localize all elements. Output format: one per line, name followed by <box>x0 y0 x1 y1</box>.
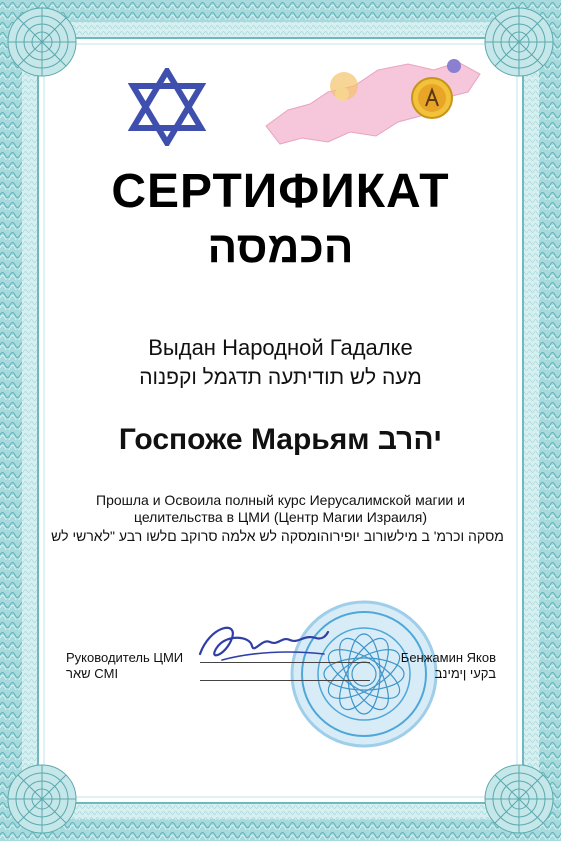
star-of-david-icon <box>128 68 206 146</box>
signature-title-he: שאר CMI <box>66 666 119 681</box>
signature-title-ru: Руководитель ЦМИ <box>66 650 184 665</box>
certificate-title: СЕРТИФИКАТ <box>111 165 450 218</box>
signatory-name-he: בקעי ןימינב <box>434 666 496 681</box>
certificate-title-hebrew: הכמסה <box>207 223 354 272</box>
course-description-hebrew: מסקה וכרמ' ב מילשורוב יופירוהומסקה לש אלמה סרוקב םלשו רבע "לארשי לש <box>51 528 504 544</box>
course-description: Прошла и Освоила полный курс Иерусалимской магии и целительства в ЦМИ (Центр Магии Израиля) <box>96 492 465 525</box>
signature-line-bottom <box>200 680 370 681</box>
recipient-name: Госпоже Марьям <box>118 423 370 456</box>
issued-to-line-hebrew: מעה לש תודיתעה תדגמל וקפנוה <box>139 366 422 389</box>
issued-to-line: Выдан Народной Гадалке <box>148 335 413 360</box>
recipient <box>0 421 561 459</box>
handwritten-signature-icon <box>192 608 332 674</box>
recipient-name-hebrew: יהרב <box>377 423 443 456</box>
signatory-name-ru: Бенжамин Яков <box>400 650 496 665</box>
israel-map-emblem-icon <box>258 52 488 148</box>
